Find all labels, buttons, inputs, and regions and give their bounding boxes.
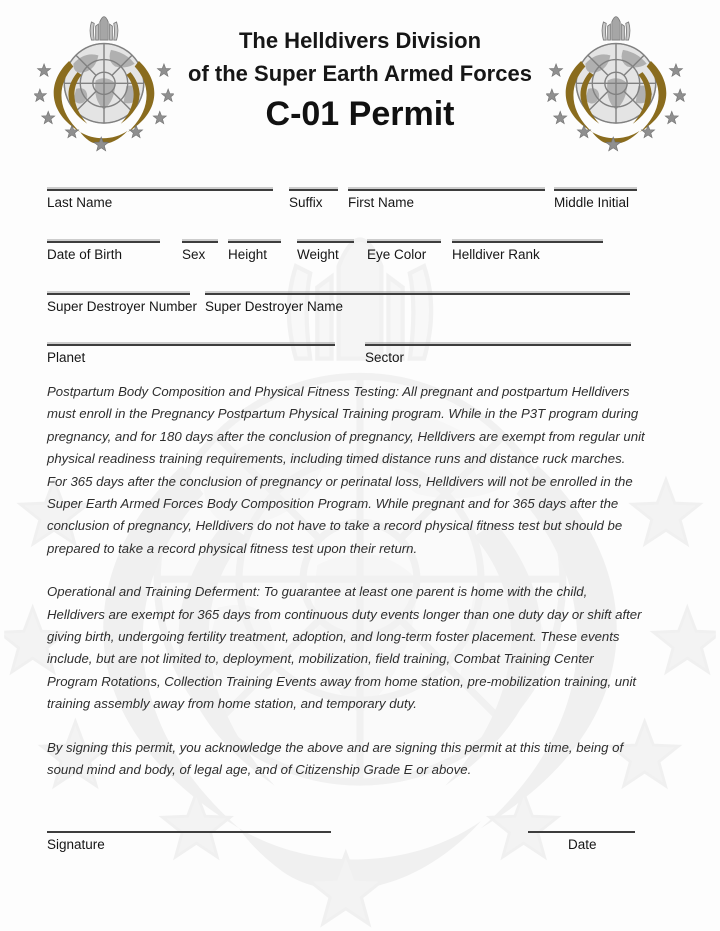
sex-field[interactable] <box>182 241 218 262</box>
page-title: C-01 Permit <box>265 95 455 133</box>
suffix-label: Suffix <box>289 195 323 210</box>
policy-paragraph-postpartum: Postpartum Body Composition and Physical Fitness Testing: All pregnant and postpartum Helldivers must enroll in the Pregnancy Postpartum Physical Training program. While in the P3T program during pregnancy, and for 180 days after the conclusion of pregnancy, Helldivers are exempt from regular unit physical readiness training requirements, including timed distance runs and distance ruck marches. For 365 days after the conclusion of pregnancy or perinatal loss, Helldivers will not be enrolled in the Super Earth Armed Forces Body Composition Program. While pregnant and for 365 days after the conclusion of pregnancy, Helldivers do not have to take a record physical fitness test but should be prepared to take a record physical fitness test upon their return. <box>47 384 645 556</box>
permit-body-text <box>47 381 647 782</box>
super-destroyer-number-label: Super Destroyer Number <box>47 299 198 314</box>
first-name-label: First Name <box>348 195 415 210</box>
middle-initial-field[interactable] <box>554 189 637 210</box>
last-name-label: Last Name <box>47 195 113 210</box>
signature-field[interactable] <box>47 831 331 852</box>
eye-color-field[interactable] <box>367 241 441 262</box>
last-name-field[interactable] <box>47 189 273 210</box>
weight-field[interactable] <box>297 241 354 262</box>
suffix-field[interactable] <box>289 189 338 210</box>
weight-label: Weight <box>297 247 339 262</box>
sex-label: Sex <box>182 247 206 262</box>
date-of-birth-field[interactable] <box>47 241 160 262</box>
super-earth-emblem-icon-left <box>34 8 174 153</box>
sector-field[interactable] <box>365 344 631 365</box>
eye-color-label: Eye Color <box>367 247 427 262</box>
height-label: Height <box>228 247 268 262</box>
first-name-field[interactable] <box>348 189 545 210</box>
planet-field[interactable] <box>47 344 335 365</box>
date-of-birth-label: Date of Birth <box>47 247 123 262</box>
planet-label: Planet <box>47 350 86 365</box>
super-earth-emblem-icon-right <box>546 8 686 153</box>
super-destroyer-name-label: Super Destroyer Name <box>205 299 344 314</box>
helldiver-rank-field[interactable] <box>452 241 603 262</box>
date-field[interactable] <box>528 831 635 852</box>
org-title-line1: The Helldivers Division <box>238 28 482 53</box>
acknowledgement-paragraph: By signing this permit, you acknowledge the above and are signing this permit at this time, being of sound mind and body, of legal age, and of Citizenship Grade E or above. <box>47 739 624 778</box>
date-label: Date <box>568 837 597 852</box>
middle-initial-label: Middle Initial <box>554 195 630 210</box>
org-title-line2: of the Super Earth Armed Forces <box>188 61 532 86</box>
signature-label: Signature <box>47 837 105 852</box>
document-header <box>175 30 545 134</box>
height-field[interactable] <box>228 241 281 262</box>
sector-label: Sector <box>365 350 405 365</box>
super-destroyer-number-field[interactable] <box>47 293 198 314</box>
policy-paragraph-deferment: Operational and Training Deferment: To guarantee at least one parent is home with the child, Helldivers are exempt for 365 days from continuous duty events longer than one duty day or shift after giving birth, undergoing fertility treatment, adoption, and long-term foster placement. These events include, but are not limited to, deployment, mobilization, field training, Combat Training Center Program Rotations, Collection Training Events away from home station, pre-mobilization training, unit training assembly away from home station, and temporary duty. <box>47 584 642 712</box>
super-destroyer-name-field[interactable] <box>205 293 630 314</box>
helldiver-rank-label: Helldiver Rank <box>452 247 540 262</box>
